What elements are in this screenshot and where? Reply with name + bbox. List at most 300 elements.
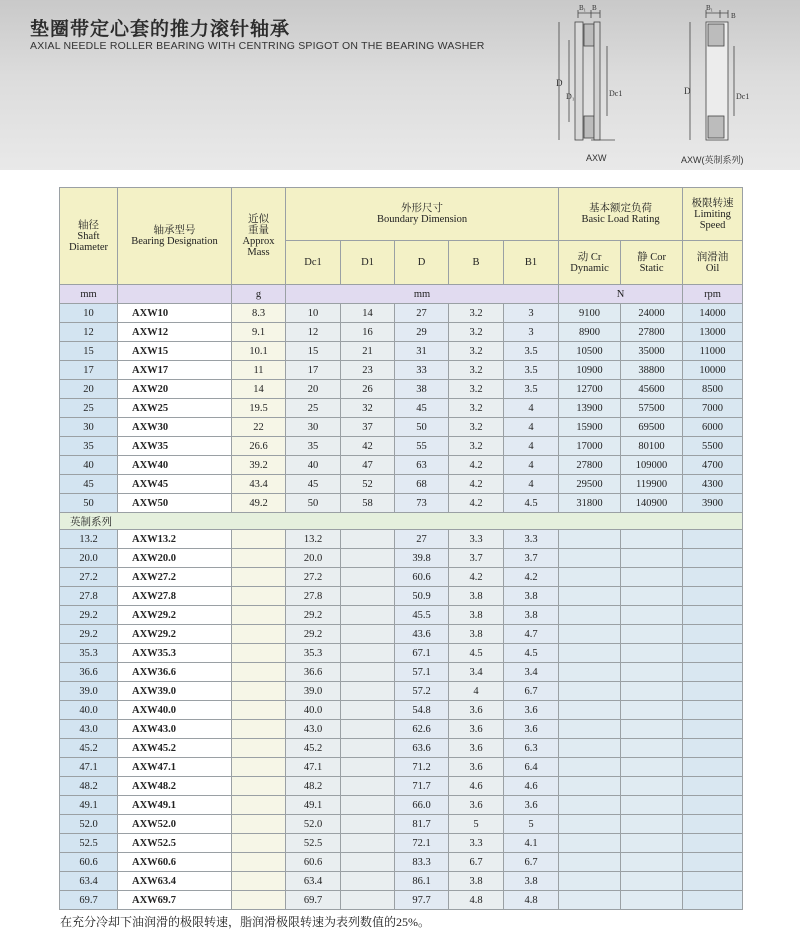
table-cell: 38800: [621, 361, 683, 380]
table-cell: 45: [286, 475, 341, 494]
table-cell: 43.4: [232, 475, 286, 494]
table-cell: [341, 663, 395, 682]
table-cell: [683, 663, 743, 682]
table-cell: 4.2: [449, 494, 504, 513]
table-cell: [683, 701, 743, 720]
table-cell: 4.8: [449, 891, 504, 910]
table-cell: [683, 872, 743, 891]
table-cell: 3: [504, 304, 559, 323]
table-cell: [559, 682, 621, 701]
table-cell: 42: [341, 437, 395, 456]
table-cell: 12700: [559, 380, 621, 399]
table-cell: 24000: [621, 304, 683, 323]
table-cell: 4.6: [504, 777, 559, 796]
table-cell: 66.0: [395, 796, 449, 815]
table-cell: [683, 530, 743, 549]
table-cell: 20: [60, 380, 118, 399]
table-cell: [341, 644, 395, 663]
table-cell: [683, 682, 743, 701]
table-cell: [341, 777, 395, 796]
table-row: [60, 682, 743, 701]
table-cell: 35: [60, 437, 118, 456]
table-cell: AXW40.0: [118, 701, 232, 720]
table-cell: [232, 891, 286, 910]
table-cell: [621, 815, 683, 834]
table-cell: [341, 625, 395, 644]
table-cell: 35000: [621, 342, 683, 361]
table-cell: [232, 834, 286, 853]
table-row: [60, 380, 743, 399]
table-cell: [559, 853, 621, 872]
table-cell: 45: [395, 399, 449, 418]
table-cell: 3.8: [449, 872, 504, 891]
table-cell: 14000: [683, 304, 743, 323]
unit-shaft: mm: [60, 285, 118, 304]
table-cell: 49.2: [232, 494, 286, 513]
table-cell: [559, 720, 621, 739]
table-cell: 49.1: [60, 796, 118, 815]
table-cell: [559, 891, 621, 910]
page-header: [0, 0, 800, 170]
table-cell: [559, 815, 621, 834]
table-cell: [559, 663, 621, 682]
table-cell: AXW35: [118, 437, 232, 456]
table-cell: 50: [395, 418, 449, 437]
table-cell: [341, 720, 395, 739]
table-cell: 3.6: [449, 758, 504, 777]
table-row: [60, 777, 743, 796]
table-cell: [232, 720, 286, 739]
table-cell: 43.0: [286, 720, 341, 739]
table-cell: AXW29.2: [118, 625, 232, 644]
table-cell: 39.2: [232, 456, 286, 475]
table-row: [60, 853, 743, 872]
table-cell: [232, 796, 286, 815]
table-cell: 16: [341, 323, 395, 342]
table-cell: [683, 777, 743, 796]
header-b1: B1: [504, 241, 559, 285]
table-cell: 6.7: [504, 682, 559, 701]
table-cell: AXW17: [118, 361, 232, 380]
table-cell: [559, 606, 621, 625]
table-row: [60, 834, 743, 853]
header-approx-mass: 近似 重量 Approx Mass: [232, 188, 286, 285]
table-cell: 14: [232, 380, 286, 399]
table-cell: 29: [395, 323, 449, 342]
table-cell: [621, 853, 683, 872]
table-row: [60, 739, 743, 758]
table-cell: 3.4: [449, 663, 504, 682]
table-cell: 3.2: [449, 342, 504, 361]
header-basic-load-rating: 基本额定负荷 Basic Load Rating: [559, 188, 683, 241]
table-cell: 50: [286, 494, 341, 513]
table-cell: [621, 872, 683, 891]
table-cell: [621, 777, 683, 796]
table-cell: 35.3: [60, 644, 118, 663]
table-row: [60, 644, 743, 663]
table-cell: 47.1: [286, 758, 341, 777]
table-cell: 3.5: [504, 361, 559, 380]
table-cell: [621, 530, 683, 549]
table-cell: 3.5: [504, 342, 559, 361]
table-cell: 7000: [683, 399, 743, 418]
table-cell: 4300: [683, 475, 743, 494]
table-cell: [683, 606, 743, 625]
table-cell: 69.7: [286, 891, 341, 910]
table-cell: [341, 872, 395, 891]
table-cell: 3.6: [504, 720, 559, 739]
table-cell: 52.5: [60, 834, 118, 853]
table-cell: 15900: [559, 418, 621, 437]
table-cell: 17000: [559, 437, 621, 456]
table-cell: 3.7: [449, 549, 504, 568]
table-cell: [683, 758, 743, 777]
table-cell: AXW52.5: [118, 834, 232, 853]
table-cell: 3.6: [504, 796, 559, 815]
table-cell: 15: [286, 342, 341, 361]
table-cell: 4.5: [449, 644, 504, 663]
table-cell: 3.6: [449, 701, 504, 720]
table-cell: [559, 644, 621, 663]
table-cell: [559, 777, 621, 796]
table-cell: 50: [60, 494, 118, 513]
table-cell: 4: [449, 682, 504, 701]
table-cell: 11000: [683, 342, 743, 361]
table-cell: AXW20: [118, 380, 232, 399]
table-cell: AXW13.2: [118, 530, 232, 549]
table-cell: 26.6: [232, 437, 286, 456]
table-cell: [341, 796, 395, 815]
table-cell: [559, 758, 621, 777]
table-cell: 30: [286, 418, 341, 437]
table-cell: 71.2: [395, 758, 449, 777]
table-cell: [683, 796, 743, 815]
table-cell: 4.5: [504, 644, 559, 663]
table-cell: 57.1: [395, 663, 449, 682]
label-d: D: [556, 78, 563, 88]
table-row: [60, 304, 743, 323]
table-cell: 3.3: [449, 530, 504, 549]
table-cell: [232, 587, 286, 606]
table-cell: [341, 568, 395, 587]
table-cell: [683, 720, 743, 739]
table-cell: [232, 682, 286, 701]
table-cell: [232, 777, 286, 796]
header-shaft-diameter: 轴径 Shaft Diameter: [60, 188, 118, 285]
table-cell: [232, 853, 286, 872]
table-row: [60, 758, 743, 777]
table-cell: 48.2: [60, 777, 118, 796]
table-cell: [232, 625, 286, 644]
table-cell: [621, 796, 683, 815]
table-cell: 3.3: [449, 834, 504, 853]
table-cell: 3.8: [449, 625, 504, 644]
table-cell: 10900: [559, 361, 621, 380]
table-cell: AXW47.1: [118, 758, 232, 777]
table-cell: 39.0: [286, 682, 341, 701]
table-cell: 35.3: [286, 644, 341, 663]
header-d1: D1: [341, 241, 395, 285]
table-cell: 43.6: [395, 625, 449, 644]
table-cell: 3.2: [449, 323, 504, 342]
bearing-spec-table: [59, 187, 743, 910]
table-cell: AXW25: [118, 399, 232, 418]
table-cell: 6.4: [504, 758, 559, 777]
table-cell: [683, 853, 743, 872]
table-row: [60, 606, 743, 625]
table-cell: 17: [60, 361, 118, 380]
table-cell: 6.7: [449, 853, 504, 872]
table-cell: 83.3: [395, 853, 449, 872]
table-row: [60, 418, 743, 437]
table-cell: AXW60.6: [118, 853, 232, 872]
table-cell: 31800: [559, 494, 621, 513]
table-cell: 55: [395, 437, 449, 456]
table-cell: 3.4: [504, 663, 559, 682]
table-cell: 27.8: [286, 587, 341, 606]
table-cell: 40: [60, 456, 118, 475]
table-cell: 8.3: [232, 304, 286, 323]
table-cell: 45.2: [286, 739, 341, 758]
header-boundary-dimension: 外形尺寸 Boundary Dimension: [286, 188, 559, 241]
table-cell: 13.2: [60, 530, 118, 549]
table-cell: 5500: [683, 437, 743, 456]
table-cell: 40.0: [286, 701, 341, 720]
table-cell: 52.0: [60, 815, 118, 834]
table-cell: 31: [395, 342, 449, 361]
table-cell: 29.2: [286, 625, 341, 644]
table-cell: [621, 739, 683, 758]
table-cell: 20.0: [286, 549, 341, 568]
header-limiting-speed: 极限转速 Limiting Speed: [683, 188, 743, 241]
table-cell: 5: [504, 815, 559, 834]
table-cell: 3900: [683, 494, 743, 513]
bearing-diagram-axw-inch: [676, 4, 766, 170]
label-b1: B₁: [579, 4, 587, 12]
table-cell: 12: [60, 323, 118, 342]
caption-axw-inch: AXW(英制系列): [681, 155, 744, 165]
table-cell: [683, 625, 743, 644]
table-cell: 4.1: [504, 834, 559, 853]
table-cell: [621, 549, 683, 568]
table-row: [60, 323, 743, 342]
table-row: [60, 549, 743, 568]
table-cell: 13000: [683, 323, 743, 342]
table-cell: [683, 568, 743, 587]
units-row: [60, 285, 743, 304]
table-row: [60, 587, 743, 606]
table-cell: [232, 606, 286, 625]
table-cell: [621, 644, 683, 663]
table-cell: 15: [60, 342, 118, 361]
label-dc1: Dc1: [609, 89, 623, 98]
table-cell: 40.0: [60, 701, 118, 720]
table-row: [60, 399, 743, 418]
table-cell: AXW45: [118, 475, 232, 494]
table-cell: [621, 701, 683, 720]
table-cell: 6.3: [504, 739, 559, 758]
table-cell: [621, 625, 683, 644]
table-cell: AXW30: [118, 418, 232, 437]
table-cell: 8900: [559, 323, 621, 342]
table-cell: 109000: [621, 456, 683, 475]
table-cell: 47.1: [60, 758, 118, 777]
table-cell: 4.2: [449, 475, 504, 494]
section-row-inch-series: [60, 513, 743, 530]
table-cell: 60.6: [395, 568, 449, 587]
table-cell: 52: [341, 475, 395, 494]
table-cell: 3.2: [449, 399, 504, 418]
table-cell: 6.7: [504, 853, 559, 872]
header-oil: 润滑油 Oil: [683, 241, 743, 285]
table-cell: [559, 587, 621, 606]
table-cell: 27.2: [60, 568, 118, 587]
header-dc1: Dc1: [286, 241, 341, 285]
table-cell: 37: [341, 418, 395, 437]
table-cell: AXW40: [118, 456, 232, 475]
table-cell: 19.5: [232, 399, 286, 418]
table-cell: 63.4: [60, 872, 118, 891]
table-cell: 97.7: [395, 891, 449, 910]
table-cell: 27.2: [286, 568, 341, 587]
table-cell: 140900: [621, 494, 683, 513]
table-cell: 27800: [621, 323, 683, 342]
table-cell: 10: [286, 304, 341, 323]
unit-mass: g: [232, 285, 286, 304]
table-cell: [683, 815, 743, 834]
table-cell: 3.2: [449, 437, 504, 456]
table-cell: 29500: [559, 475, 621, 494]
table-cell: 4700: [683, 456, 743, 475]
table-cell: AXW52.0: [118, 815, 232, 834]
table-cell: 10500: [559, 342, 621, 361]
table-cell: [621, 891, 683, 910]
caption-axw: AXW: [586, 153, 607, 163]
table-cell: 3.8: [504, 587, 559, 606]
table-cell: 27.8: [60, 587, 118, 606]
table-cell: 3.6: [449, 796, 504, 815]
table-cell: AXW27.2: [118, 568, 232, 587]
table-cell: AXW45.2: [118, 739, 232, 758]
label-b-right: B: [731, 12, 736, 20]
table-cell: 3.2: [449, 418, 504, 437]
table-cell: [621, 606, 683, 625]
table-cell: 47: [341, 456, 395, 475]
table-cell: 3.8: [504, 872, 559, 891]
table-cell: 9100: [559, 304, 621, 323]
table-cell: 17: [286, 361, 341, 380]
table-cell: 29.2: [60, 625, 118, 644]
table-cell: [341, 891, 395, 910]
label-b: B: [592, 4, 597, 12]
table-cell: AXW69.7: [118, 891, 232, 910]
table-cell: [559, 739, 621, 758]
table-cell: 63: [395, 456, 449, 475]
table-cell: 4: [504, 456, 559, 475]
header-b: B: [449, 241, 504, 285]
table-cell: 39.8: [395, 549, 449, 568]
title-english: AXIAL NEEDLE ROLLER BEARING WITH CENTRING SPIGOT ON THE BEARING WASHER: [30, 40, 485, 52]
table-cell: [683, 739, 743, 758]
table-cell: 36.6: [286, 663, 341, 682]
table-row: [60, 891, 743, 910]
table-cell: [621, 568, 683, 587]
table-cell: 23: [341, 361, 395, 380]
section-label: 英制系列: [60, 513, 743, 530]
table-cell: [559, 568, 621, 587]
table-cell: [341, 606, 395, 625]
table-cell: AXW49.1: [118, 796, 232, 815]
table-cell: AXW35.3: [118, 644, 232, 663]
table-cell: AXW10: [118, 304, 232, 323]
table-cell: 58: [341, 494, 395, 513]
table-cell: 72.1: [395, 834, 449, 853]
table-cell: [559, 796, 621, 815]
table-cell: [341, 758, 395, 777]
table-cell: [341, 853, 395, 872]
table-cell: 3.5: [504, 380, 559, 399]
table-cell: 29.2: [286, 606, 341, 625]
table-cell: 29.2: [60, 606, 118, 625]
table-cell: 25: [60, 399, 118, 418]
table-cell: 3.6: [449, 720, 504, 739]
table-cell: 3.7: [504, 549, 559, 568]
header-static-cor: 静 Cor Static: [621, 241, 683, 285]
table-row: [60, 361, 743, 380]
table-cell: 10: [60, 304, 118, 323]
table-cell: 9.1: [232, 323, 286, 342]
table-cell: 45.2: [60, 739, 118, 758]
unit-designation: [118, 285, 232, 304]
table-cell: 3.2: [449, 304, 504, 323]
table-cell: [683, 549, 743, 568]
table-cell: [232, 739, 286, 758]
table-cell: 3.8: [449, 587, 504, 606]
table-cell: 3.6: [449, 739, 504, 758]
table-cell: 63.6: [395, 739, 449, 758]
table-row: [60, 872, 743, 891]
table-cell: AXW12: [118, 323, 232, 342]
table-cell: [683, 587, 743, 606]
table-cell: 43.0: [60, 720, 118, 739]
table-cell: [341, 834, 395, 853]
header-dynamic-cr: 动 Cr Dynamic: [559, 241, 621, 285]
table-cell: 10000: [683, 361, 743, 380]
table-cell: 12: [286, 323, 341, 342]
table-cell: 20: [286, 380, 341, 399]
table-cell: [559, 625, 621, 644]
table-cell: [341, 815, 395, 834]
table-cell: 52.5: [286, 834, 341, 853]
table-cell: 27: [395, 530, 449, 549]
table-cell: [621, 834, 683, 853]
table-cell: 35: [286, 437, 341, 456]
table-cell: [232, 872, 286, 891]
table-cell: 27: [395, 304, 449, 323]
table-row: [60, 475, 743, 494]
table-cell: 45.5: [395, 606, 449, 625]
table-cell: 3.8: [504, 606, 559, 625]
table-cell: 62.6: [395, 720, 449, 739]
table-row: [60, 663, 743, 682]
table-cell: 63.4: [286, 872, 341, 891]
table-cell: 45: [60, 475, 118, 494]
table-cell: 69500: [621, 418, 683, 437]
table-cell: [232, 758, 286, 777]
table-cell: 45600: [621, 380, 683, 399]
table-cell: 3.3: [504, 530, 559, 549]
table-cell: [341, 549, 395, 568]
